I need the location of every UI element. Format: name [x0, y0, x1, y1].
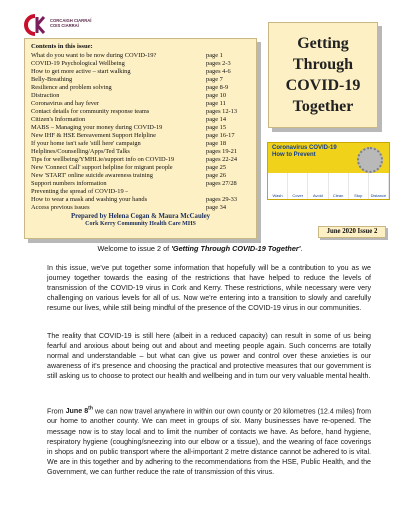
paragraph-1: In this issue, we've put together some information that hopefully will be a contribution to you as we journey together towards the easing of the restrictions that have helped to reduce the levels of transmission of the COVID-19 virus in Cork and Kerry. These restrictions, while necessary were very challenging on various levels for all of us. Now we're entering into a transition to slowly and carefully resume our lives, while still being mindful of the presence of the COVID-19 virus in our communities.	[47, 264, 371, 313]
toc-item-page: page 8-9	[206, 84, 229, 91]
contents-heading: Contents in this issue:	[31, 43, 93, 50]
prevention-steps	[268, 173, 389, 199]
toc-item-title: Coronavirus and hay fever	[31, 100, 99, 107]
toc-item-title: Helplines/Counselling/Apps/Ted Talks	[31, 148, 130, 155]
toc-item-page	[206, 188, 250, 196]
toc-item-title: What do you want to be now during COVID-19?	[31, 52, 157, 59]
toc-item-page: page 16-17	[206, 132, 235, 139]
paragraph-3	[47, 404, 371, 477]
toc-item-page: page 10	[206, 92, 227, 99]
toc-item-page: page 15	[206, 124, 227, 131]
poster-title	[272, 145, 337, 159]
prevention-step: Distance	[369, 173, 389, 199]
toc-item	[31, 100, 250, 108]
prepared-by: Prepared by Helena Cogan & Maura McCauley	[70, 213, 211, 220]
toc-item-title: Citizen's Information	[31, 116, 86, 123]
prevention-step: Cover	[288, 173, 308, 199]
logo-line-1: CORCAIGH CIARRAÍ	[50, 18, 92, 23]
toc-item-title: MABS – Managing your money during COVID-19	[31, 124, 163, 131]
toc-item	[31, 180, 250, 188]
toc-item-page: page 18	[206, 140, 227, 147]
prevention-step: Clean	[329, 173, 349, 199]
covid-prevention-poster	[267, 142, 390, 200]
toc-item-page: pages 29-33	[206, 196, 238, 203]
toc-item	[31, 124, 250, 132]
toc-item-title: Distraction	[31, 92, 60, 99]
virus-icon	[357, 147, 383, 173]
toc-item	[31, 140, 250, 148]
title-line-1: Getting	[297, 35, 349, 52]
toc-item	[31, 116, 250, 124]
p3-date: June 8th	[65, 406, 93, 416]
toc-item-page: page 14	[206, 116, 227, 123]
toc-item-title: Access previous issues	[31, 204, 90, 211]
contents-box	[24, 38, 257, 239]
newsletter-title-box	[268, 22, 378, 128]
toc-item-page: pages 4-6	[206, 68, 231, 75]
table-of-contents	[31, 52, 250, 212]
p3-prefix: From	[47, 407, 66, 416]
service-name: Cork Kerry Community Health Care MHS	[85, 221, 196, 227]
ck-logo-icon	[24, 14, 46, 36]
toc-item-page: pages 22-24	[206, 156, 238, 163]
p3-body: we can now travel anywhere in within our own county or 20 kilometres (12.4 miles) from our home to another county. We can meet in groups of six. Many businesses have re-opened. The message now is to stay local and to limit the number of contacts we have. As before, hand hygiene, respiratory hygiene (coughing/sneezing into our elbow or a tissue), and the wearing of face coverings in shops and on public transport where the all-important 2 metre distance cannot be adhered to is vital. We are in this together and by adhering to the recommendations from the HSE, Public Health, and the Government, we can further reduce the rate of transmission of this virus.	[47, 407, 371, 476]
toc-item-page: page 1	[206, 52, 223, 59]
logo-line-2: COIS CIARRAÍ	[50, 23, 79, 28]
toc-item	[31, 84, 250, 92]
toc-item	[31, 204, 250, 212]
toc-item-title: Preventing the spread of COVID-19 –	[31, 188, 129, 195]
title-line-4: Together	[292, 98, 354, 115]
toc-item-title: Resilience and problem solving	[31, 84, 112, 91]
toc-item	[31, 172, 250, 180]
toc-item	[31, 196, 250, 204]
toc-item-page: page 25	[206, 164, 227, 171]
toc-item-title: New 'START' online suicide awareness training	[31, 172, 153, 179]
toc-item	[31, 132, 250, 140]
toc-item	[31, 156, 250, 164]
toc-item-title: New 'Connect Call' support helpline for migrant people	[31, 164, 173, 171]
toc-item-title: If your home isn't safe 'still here' campaign	[31, 140, 141, 147]
toc-item-title: How to wear a mask and washing your hands	[31, 196, 148, 203]
toc-item	[31, 76, 250, 84]
toc-item	[31, 164, 250, 172]
prevention-step: Wash	[268, 173, 288, 199]
toc-item-page: page 26	[206, 172, 227, 179]
toc-item	[31, 60, 250, 68]
toc-item	[31, 188, 250, 196]
toc-item-title: COVID-19 Psychological Wellbeing	[31, 60, 125, 67]
prevention-step: Avoid	[308, 173, 328, 199]
toc-item-title: How to get more active – start walking	[31, 68, 131, 75]
toc-item	[31, 148, 250, 156]
toc-item-title: Support numbers information	[31, 180, 107, 187]
poster-title-line-1: Coronavirus COVID-19	[272, 145, 337, 151]
toc-item-page: page 11	[206, 100, 226, 107]
toc-item	[31, 92, 250, 100]
toc-item-title: Tips for wellbeing/YMHI.ie/support info on COVID-19	[31, 156, 175, 163]
toc-item-title: Belly-Breathing	[31, 76, 73, 83]
toc-item	[31, 108, 250, 116]
poster-title-line-2: How to Prevent	[272, 152, 316, 158]
toc-item-page: pages 27/28	[206, 180, 237, 187]
welcome-line	[0, 244, 400, 253]
title-line-3: COVID-19	[285, 77, 361, 94]
toc-item-page: pages 12-13	[206, 108, 238, 115]
paragraph-2: The reality that COVID-19 is still here (albeit in a reduced capacity) can result in some of us being fearful and anxious about being out and about and meeting people again. Such concerns are totally normal and understandable – but what can give us power and control over these anxieties is our awareness of it's presence and choosing the practical and protective measures that our government is still asking us to choose to protect our health and wellbeing and in turn our very valuable mental health.	[47, 332, 371, 381]
toc-item-title: New IHF & HSE Bereavement Support Helpline	[31, 132, 156, 139]
issue-label: June 2020 Issue 2	[318, 226, 386, 238]
toc-item-title: Contact details for community response teams	[31, 108, 150, 115]
toc-item	[31, 52, 250, 60]
toc-item-page: pages 19-21	[206, 148, 238, 155]
toc-item-page: page 7	[206, 76, 223, 83]
newsletter-title	[286, 33, 361, 117]
toc-item-page: page 34	[206, 204, 227, 211]
toc-item	[31, 68, 250, 76]
prevention-step: Stop	[349, 173, 369, 199]
hse-cork-kerry-logo	[24, 14, 144, 36]
welcome-prefix: Welcome to issue 2 of	[97, 244, 172, 253]
welcome-suffix: .	[300, 244, 303, 253]
welcome-title: 'Getting Through COVID-19 Together'	[171, 244, 301, 253]
title-line-2: Through	[292, 56, 354, 73]
toc-item-page: pages 2-3	[206, 60, 231, 67]
